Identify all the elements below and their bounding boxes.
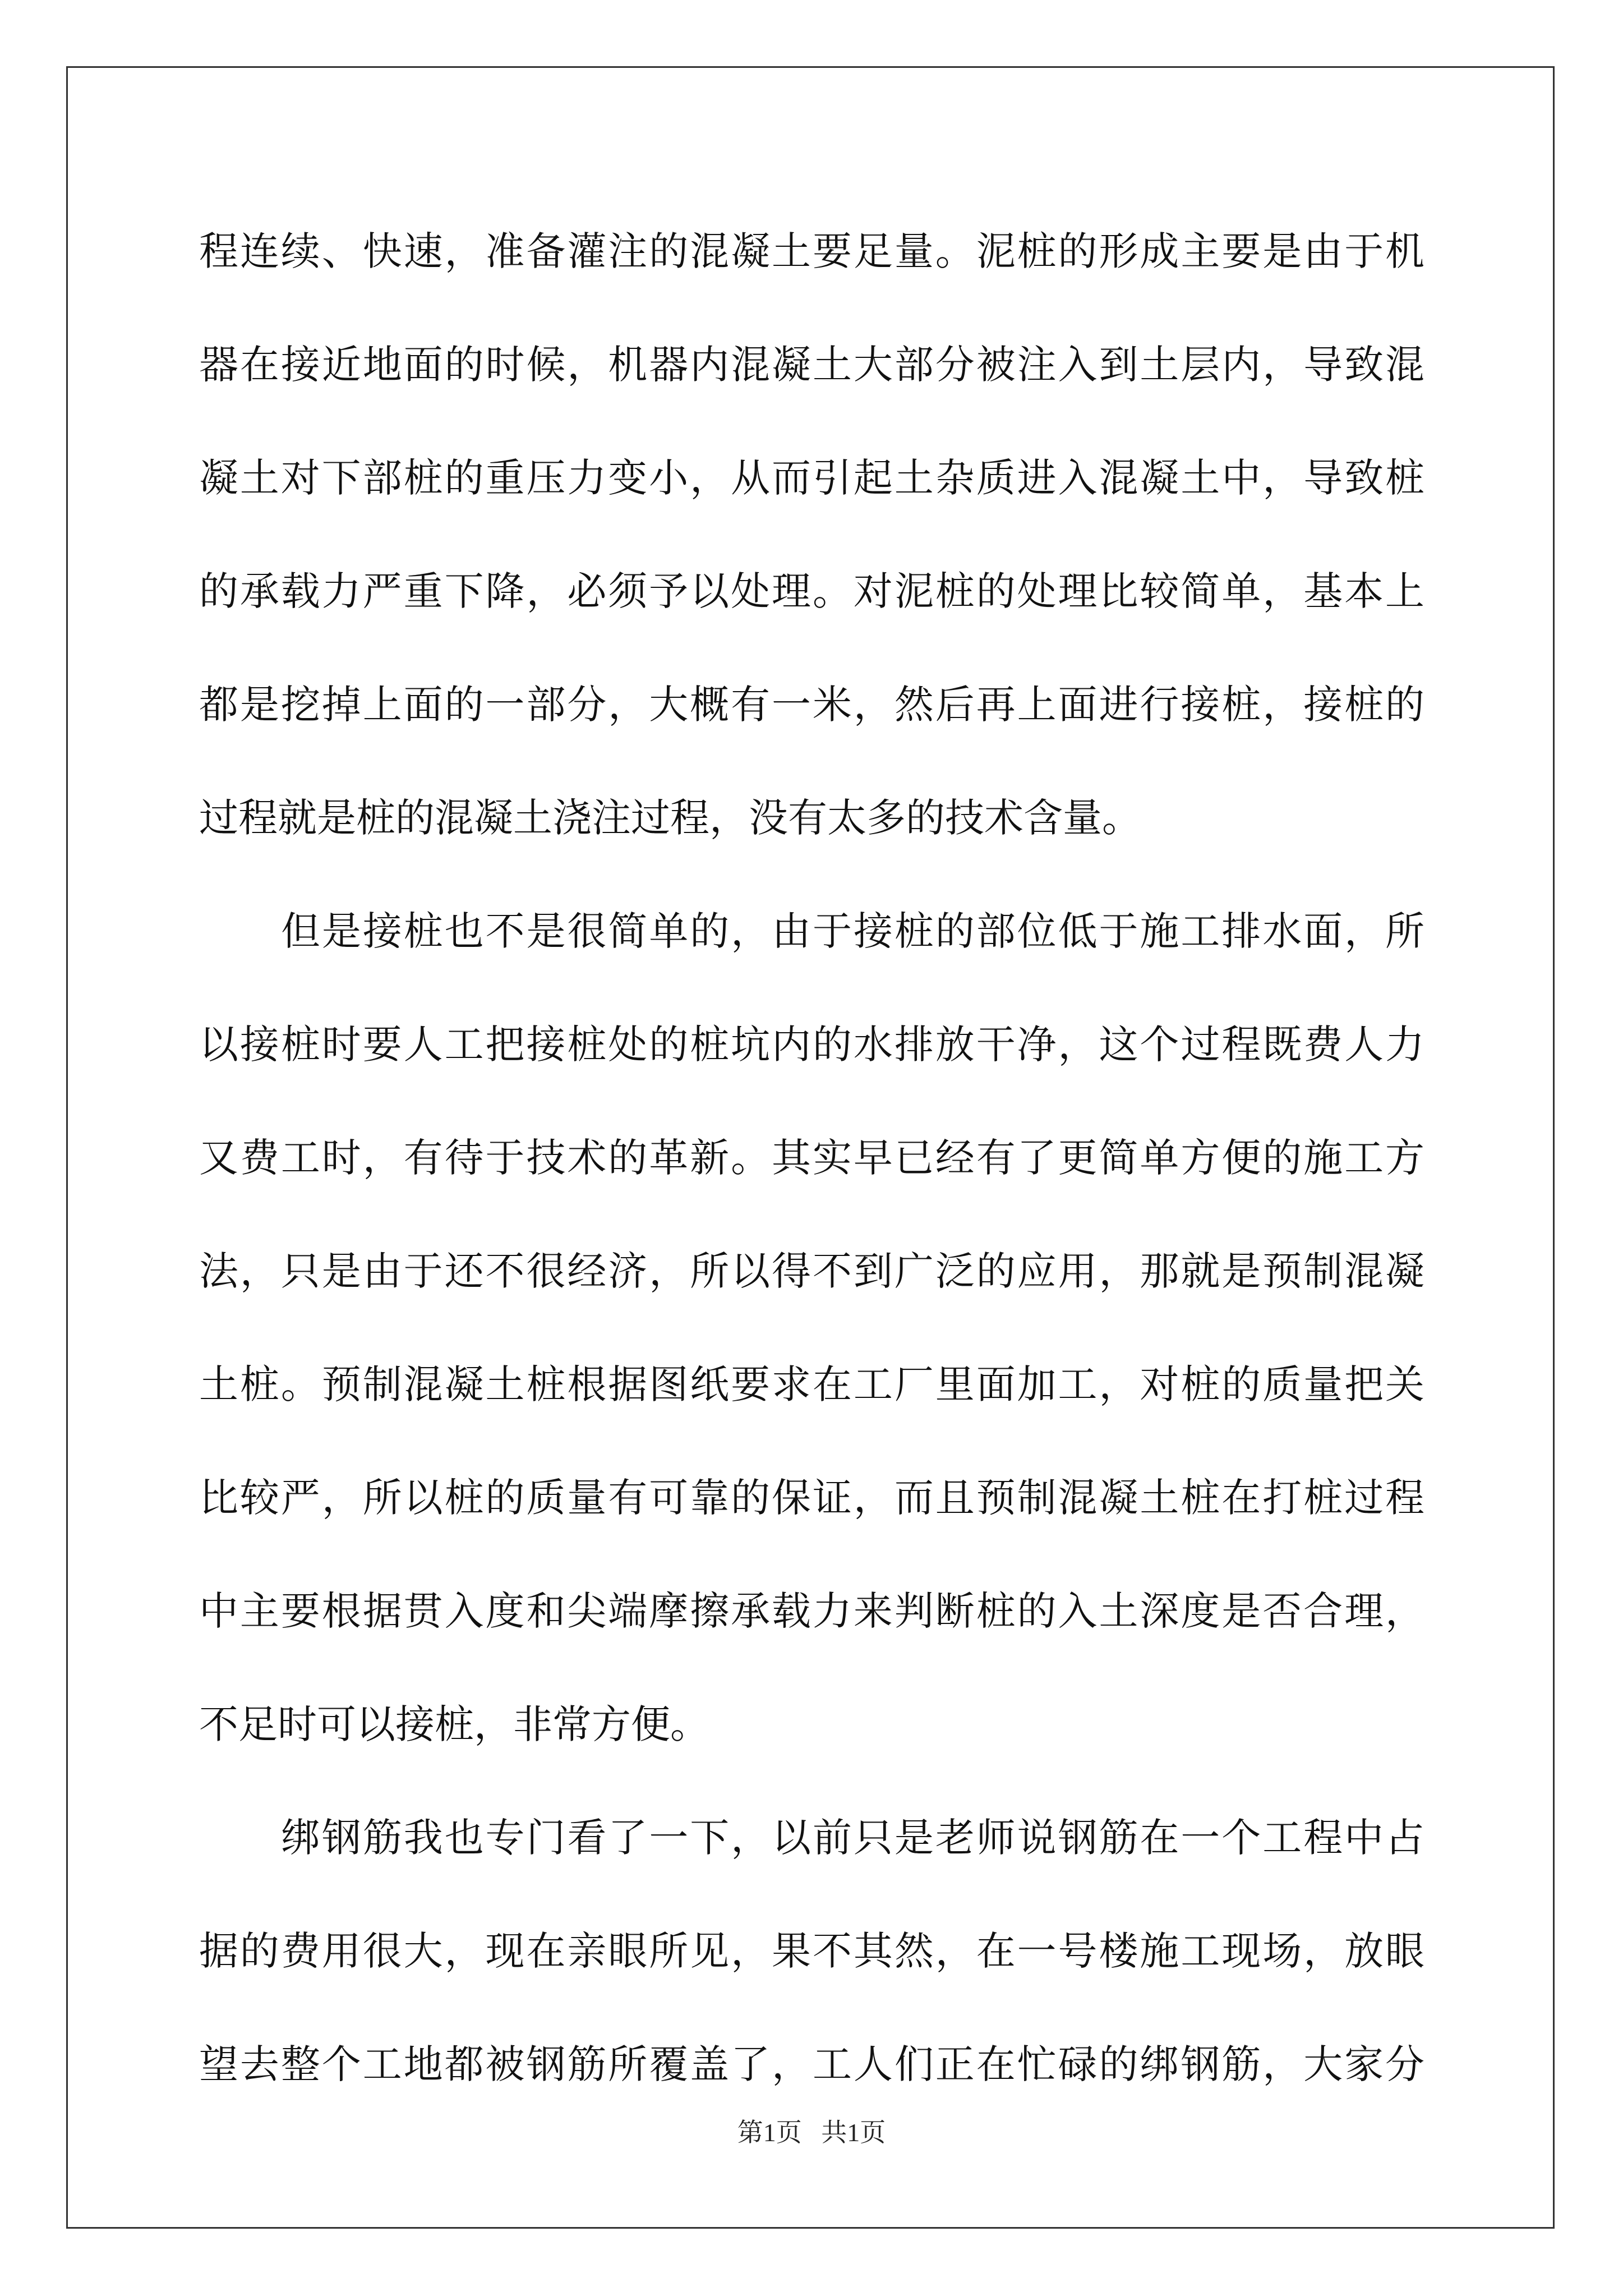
page-number-current: 第1页	[737, 2118, 802, 2147]
page-number-total: 共1页	[821, 2118, 886, 2147]
document-body	[199, 212, 1424, 2138]
text-line: 以接桩时要人工把接桩处的桩坑内的水排放干净，这个过程既费人力	[199, 1022, 1424, 1068]
text-line: 望去整个工地都被钢筋所覆盖了，工人们正在忙碌的绑钢筋，大家分	[199, 2041, 1424, 2087]
text-line: 土桩。预制混凝土桩根据图纸要求在工厂里面加工，对桩的质量把关	[199, 1361, 1424, 1407]
text-line: 的承载力严重下降，必须予以处理。对泥桩的处理比较简单，基本上	[199, 568, 1424, 614]
text-line: 程连续、快速，准备灌注的混凝土要足量。泥桩的形成主要是由于机	[199, 228, 1424, 274]
text-line: 不足时可以接桩，非常方便。	[199, 1701, 709, 1747]
text-line: 绑钢筋我也专门看了一下，以前只是老师说钢筋在一个工程中占	[281, 1815, 1424, 1861]
text-line: 据的费用很大，现在亲眼所见，果不其然，在一号楼施工现场，放眼	[199, 1928, 1424, 1974]
text-line: 但是接桩也不是很简单的，由于接桩的部位低于施工排水面，所	[281, 908, 1424, 954]
text-line: 凝土对下部桩的重压力变小，从而引起土杂质进入混凝土中，导致桩	[199, 455, 1424, 501]
text-line: 又费工时，有待于技术的革新。其实早已经有了更简单方便的施工方	[199, 1135, 1424, 1181]
text-line: 法，只是由于还不很经济，所以得不到广泛的应用，那就是预制混凝	[199, 1248, 1424, 1294]
text-line: 中主要根据贯入度和尖端摩擦承载力来判断桩的入土深度是否合理，	[199, 1588, 1424, 1634]
text-line: 都是挖掉上面的一部分，大概有一米，然后再上面进行接桩，接桩的	[199, 682, 1424, 728]
page-footer	[0, 2116, 1623, 2150]
footer-separator	[802, 2118, 822, 2147]
text-line: 过程就是桩的混凝土浇注过程，没有太多的技术含量。	[199, 795, 1141, 841]
text-line: 器在接近地面的时候，机器内混凝土大部分被注入到土层内，导致混	[199, 342, 1424, 388]
text-line: 比较严，所以桩的质量有可靠的保证，而且预制混凝土桩在打桩过程	[199, 1475, 1424, 1521]
